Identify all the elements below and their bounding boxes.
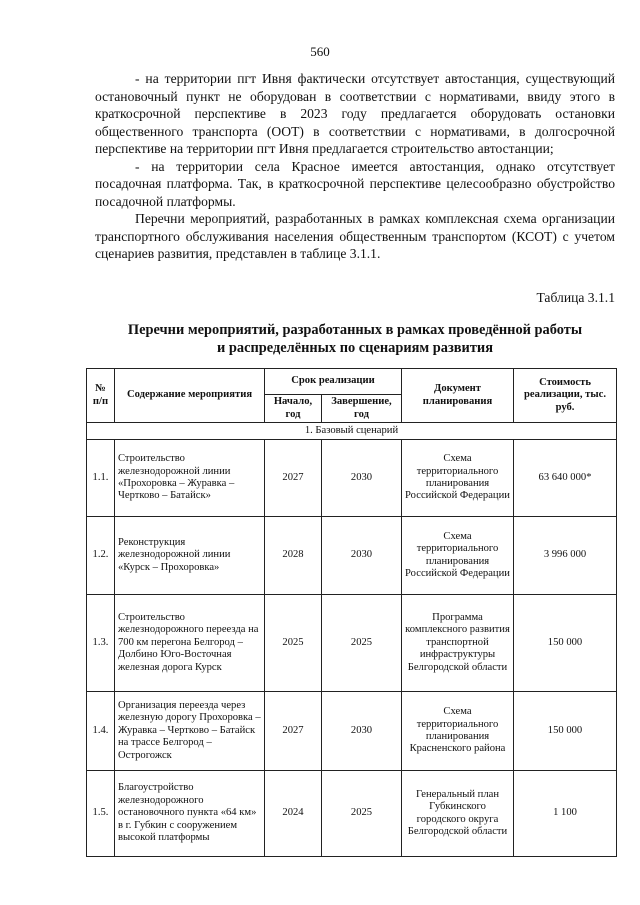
row-content: Реконструкция железнодорожной линии «Курск – Прохоровка» (115, 517, 265, 595)
row-cost: 150 000 (514, 692, 617, 771)
row-cost: 63 640 000* (514, 440, 617, 517)
row-document: Схема территориального планирования Красненского района (402, 692, 514, 771)
row-end: 2030 (322, 440, 402, 517)
row-content: Строительство железнодорожного переезда на 700 км перегона Белгород – Долбино Юго-Восточная железная дорога Курск (115, 595, 265, 692)
row-document: Схема территориального планирования Российской Федерации (402, 440, 514, 517)
measures-table (86, 368, 617, 857)
table-title-line-1: Перечни мероприятий, разработанных в рамках проведённой работы (127, 322, 583, 338)
paragraph-ksot: Перечни мероприятий, разработанных в рамках комплексная схема организации транспортного обслуживания населения общественным транспортом (КСОТ) с учетом сценариев развития, представлен в таблице 3.1.1. (95, 211, 615, 261)
row-cost: 3 996 000 (514, 517, 617, 595)
row-content: Благоустройство железнодорожного остановочного пункта «64 км» в г. Губкин с сооружением высокой платформы (115, 771, 265, 857)
table-row (87, 692, 617, 771)
row-start: 2024 (265, 771, 322, 857)
row-num: 1.5. (87, 771, 115, 857)
row-document: Программа комплексного развития транспортной инфраструктуры Белгородской области (402, 595, 514, 692)
row-cost: 150 000 (514, 595, 617, 692)
row-document: Схема территориального планирования Российской Федерации (402, 517, 514, 595)
row-num: 1.4. (87, 692, 115, 771)
header-document: Документ планирования (402, 369, 514, 423)
row-start: 2028 (265, 517, 322, 595)
header-end: Завершение, год (322, 395, 402, 423)
header-start: Начало, год (265, 395, 322, 423)
paragraph-krasnoe: - на территории села Красное имеется автостанция, однако отсутствует посадочная платформа. Так, в краткосрочной перспективе целесообразно обустройство посадочной платформы. (95, 158, 615, 209)
table-row (87, 771, 617, 857)
table-title (95, 321, 615, 357)
row-content: Строительство железнодорожной линии «Прохоровка – Журавка – Чертково – Батайск» (115, 440, 265, 517)
row-num: 1.2. (87, 517, 115, 595)
header-cost: Стоимость реализации, тыс. руб. (514, 369, 617, 423)
table-label: Таблица 3.1.1 (536, 290, 615, 305)
header-num: № п/п (87, 369, 115, 423)
table-row (87, 440, 617, 517)
row-end: 2025 (322, 771, 402, 857)
row-start: 2027 (265, 440, 322, 517)
page-number: 560 (310, 44, 330, 59)
table-row (87, 595, 617, 692)
intro-text (95, 70, 615, 263)
row-start: 2027 (265, 692, 322, 771)
header-period: Срок реализации (265, 369, 402, 395)
row-start: 2025 (265, 595, 322, 692)
table-row (87, 517, 617, 595)
row-cost: 1 100 (514, 771, 617, 857)
row-num: 1.1. (87, 440, 115, 517)
row-end: 2030 (322, 692, 402, 771)
row-num: 1.3. (87, 595, 115, 692)
paragraph-ivnya: - на территории пгт Ивня фактически отсутствует автостанция, существующий остановочный пункт не оборудован в соответствии с нормативами, ввиду этого в краткосрочной перспективе в 2023 году предлагается оборудовать остановки общественного транспорта (ООТ) в соответствии с нормативами, в долгосрочной перспективе на территории пгт Ивня предлагается строительство автостанции; (95, 71, 615, 156)
row-end: 2030 (322, 517, 402, 595)
table-title-line-2: и распределённых по сценариям развития (216, 340, 493, 356)
header-content: Содержание мероприятия (115, 369, 265, 423)
row-content: Организация переезда через железную дорогу Прохоровка – Журавка – Чертково – Батайск на трассе Белгород – Острогожск (115, 692, 265, 771)
row-document: Генеральный план Губкинского городского округа Белгородской области (402, 771, 514, 857)
scenario-row: 1. Базовый сценарий (87, 423, 617, 440)
row-end: 2025 (322, 595, 402, 692)
